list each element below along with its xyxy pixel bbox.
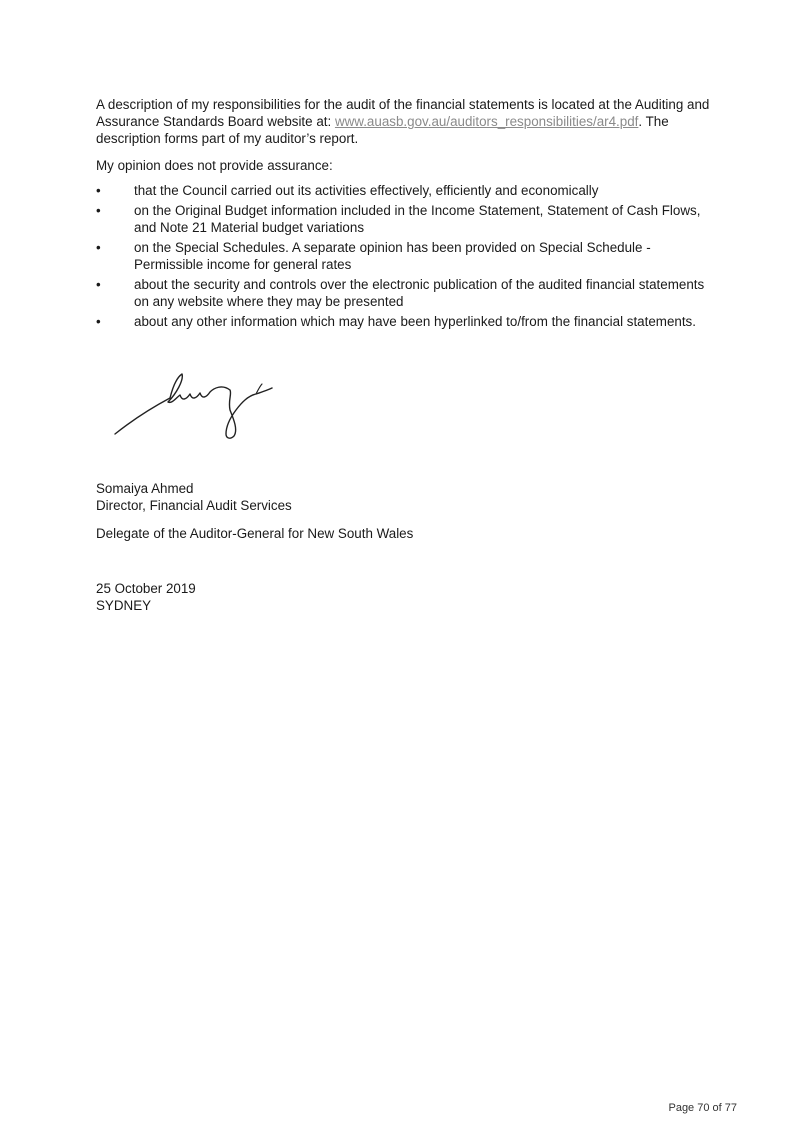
signatory-delegate: Delegate of the Auditor-General for New South Wales [96, 526, 414, 541]
page-number: Page 70 of 77 [668, 1102, 737, 1114]
list-item-text: that the Council carried out its activities effectively, efficiently and economically [134, 183, 599, 198]
list-item [96, 202, 716, 236]
report-place: SYDNEY [96, 598, 152, 613]
intro-text-after-link: . The description forms part of my auditor’s report. [96, 114, 669, 146]
date-block [96, 580, 396, 614]
signatory-name: Somaiya Ahmed [96, 481, 194, 496]
auasb-link[interactable]: www.auasb.gov.au/auditors_responsibilities/ar4.pdf [334, 114, 639, 129]
signatory-title: Director, Financial Audit Services [96, 498, 292, 513]
list-item-text: on the Original Budget information included in the Income Statement, Statement of Cash Flows, and Note 21 Material budget variations [134, 203, 701, 235]
intro-text-before-link: A description of my responsibilities for the audit of the financial statements is located at the Auditing and Assurance Standards Board website at: [96, 97, 710, 129]
list-item-text: about the security and controls over the electronic publication of the audited financial statements on any website where they may be presented [134, 277, 705, 309]
list-item [96, 313, 716, 330]
assurance-list [96, 182, 716, 330]
main-content [96, 96, 716, 333]
bullet-icon: • [96, 203, 101, 218]
list-item-text: about any other information which may have been hyperlinked to/from the financial statements. [134, 314, 696, 329]
bullet-icon: • [96, 277, 101, 292]
list-item-text: on the Special Schedules. A separate opinion has been provided on Special Schedule - Permissible income for general rates [134, 240, 651, 272]
bullet-icon: • [96, 240, 101, 255]
responsibilities-paragraph [96, 96, 716, 147]
list-item [96, 276, 716, 310]
handwritten-signature [110, 368, 280, 448]
signatory-block [96, 480, 596, 542]
report-date: 25 October 2019 [96, 581, 196, 596]
list-item [96, 239, 716, 273]
list-item [96, 182, 716, 199]
bullet-icon: • [96, 183, 101, 198]
bullet-icon: • [96, 314, 101, 329]
opinion-lead: My opinion does not provide assurance: [96, 158, 333, 173]
